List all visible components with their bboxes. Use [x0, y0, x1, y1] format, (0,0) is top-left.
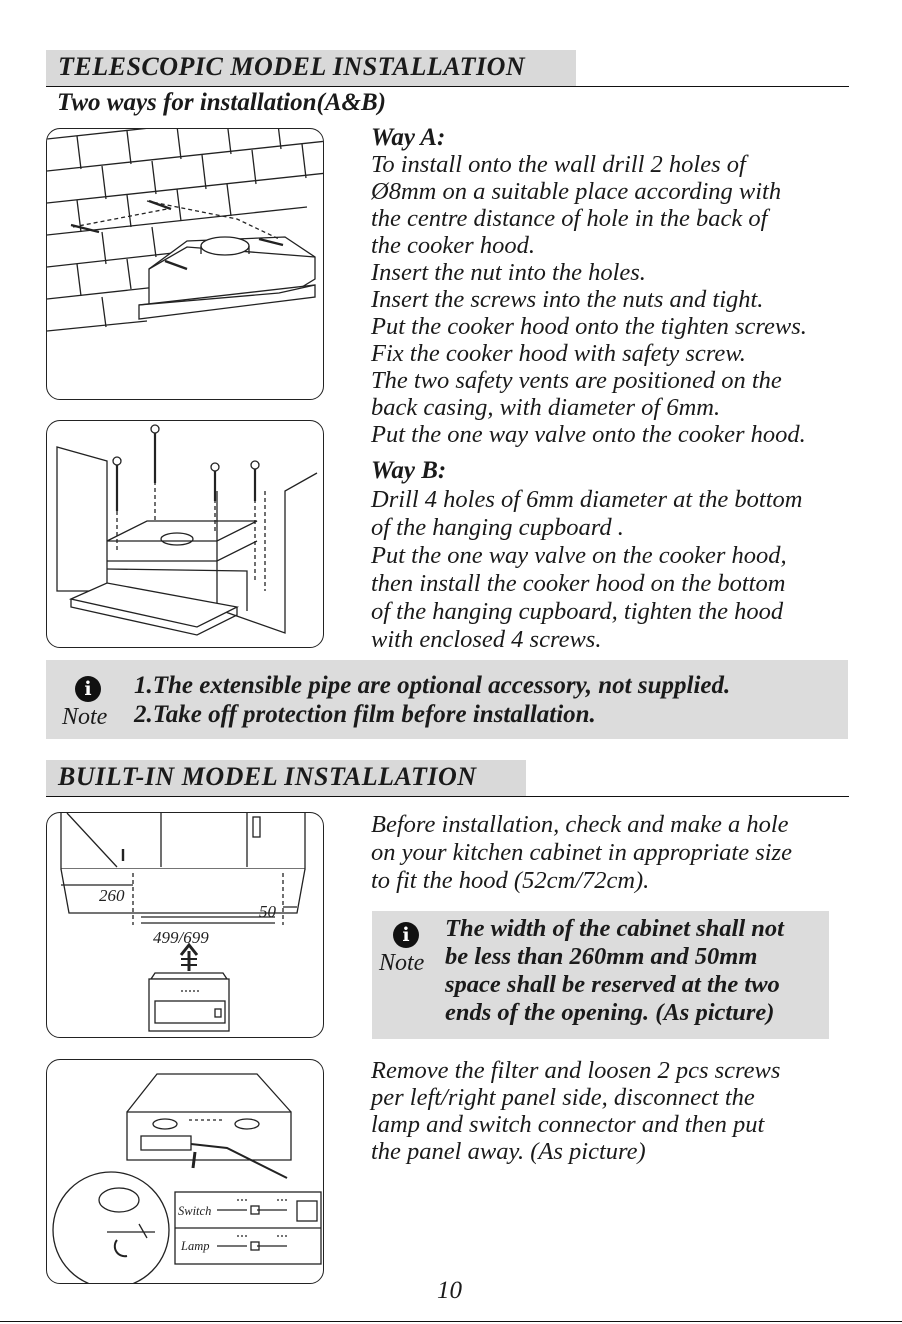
way-b-instructions [371, 486, 802, 654]
cabinet-opening-illustration [46, 812, 324, 1038]
way-a-line: Ø8mm on a suitable place according with [371, 178, 782, 205]
section-rule [46, 796, 849, 797]
note-line: 2.Take off protection film before installation. [134, 701, 596, 728]
way-a-line: the cooker hood. [371, 232, 535, 259]
note-line: ends of the opening. (As picture) [445, 999, 775, 1026]
note-label: Note [379, 950, 425, 976]
way-a-line: the centre distance of hole in the back of [371, 205, 768, 232]
way-a-line: Put the cooker hood onto the tighten screws. [371, 313, 807, 340]
note-line: The width of the cabinet shall not [445, 915, 784, 942]
way-a-instructions [371, 151, 807, 448]
way-b-line: of the hanging cupboard, tighten the hood [371, 598, 784, 625]
way-b-line: with enclosed 4 screws. [371, 626, 602, 653]
way-b-illustration [46, 420, 324, 648]
way-a-heading: Way A: [371, 124, 446, 151]
remove-line: lamp and switch connector and then put [371, 1111, 765, 1138]
note-line: space shall be reserved at the two [445, 971, 780, 998]
panel-removal-illustration [46, 1059, 324, 1284]
builtin-note-lines [445, 915, 784, 1027]
installation-subtitle: Two ways for installation(A&B) [57, 89, 386, 116]
dimension-left: 260 [99, 886, 125, 905]
way-a-line: back casing, with diameter of 6mm. [371, 394, 721, 421]
section-rule [46, 86, 849, 87]
intro-line: Before installation, check and make a hole [371, 811, 789, 838]
page-number: 10 [437, 1277, 462, 1304]
remove-line: per left/right panel side, disconnect the [371, 1084, 755, 1111]
lamp-connector-label: Lamp [181, 1239, 210, 1253]
dimension-width: 499/699 [153, 928, 209, 947]
footer-rule [0, 1321, 902, 1322]
way-b-line: Put the one way valve on the cooker hood, [371, 542, 787, 569]
way-a-line: Insert the nut into the holes. [371, 259, 646, 286]
note-line: be less than 260mm and 50mm [445, 943, 758, 970]
intro-line: on your kitchen cabinet in appropriate size [371, 839, 792, 866]
remove-panel-instructions [371, 1057, 780, 1165]
way-b-line: of the hanging cupboard . [371, 514, 624, 541]
info-icon: i [75, 676, 101, 702]
way-b-line: Drill 4 holes of 6mm diameter at the bottom [371, 486, 803, 513]
remove-line: Remove the filter and loosen 2 pcs screws [371, 1057, 781, 1084]
way-a-line: Fix the cooker hood with safety screw. [371, 340, 746, 367]
builtin-section-title: BUILT-IN MODEL INSTALLATION [46, 760, 526, 796]
way-b-line: then install the cooker hood on the bottom [371, 570, 786, 597]
way-a-line: The two safety vents are positioned on the [371, 367, 782, 394]
builtin-note-box [372, 911, 829, 1039]
way-a-line: Put the one way valve onto the cooker hood. [371, 421, 806, 448]
note-line: 1.The extensible pipe are optional accessory, not supplied. [134, 672, 731, 699]
telescopic-note-box [46, 660, 848, 739]
way-a-line: To install onto the wall drill 2 holes of [371, 151, 746, 178]
telescopic-section-title: TELESCOPIC MODEL INSTALLATION [46, 50, 576, 86]
info-icon: i [393, 922, 419, 948]
intro-line: to fit the hood (52cm/72cm). [371, 867, 650, 894]
builtin-intro [371, 811, 792, 895]
way-a-illustration [46, 128, 324, 400]
way-a-line: Insert the screws into the nuts and tight. [371, 286, 764, 313]
note-label: Note [62, 704, 108, 730]
remove-line: the panel away. (As picture) [371, 1138, 646, 1165]
dimension-right: 50 [259, 902, 276, 921]
switch-connector-label: Switch [178, 1204, 212, 1218]
way-b-heading: Way B: [371, 457, 447, 484]
